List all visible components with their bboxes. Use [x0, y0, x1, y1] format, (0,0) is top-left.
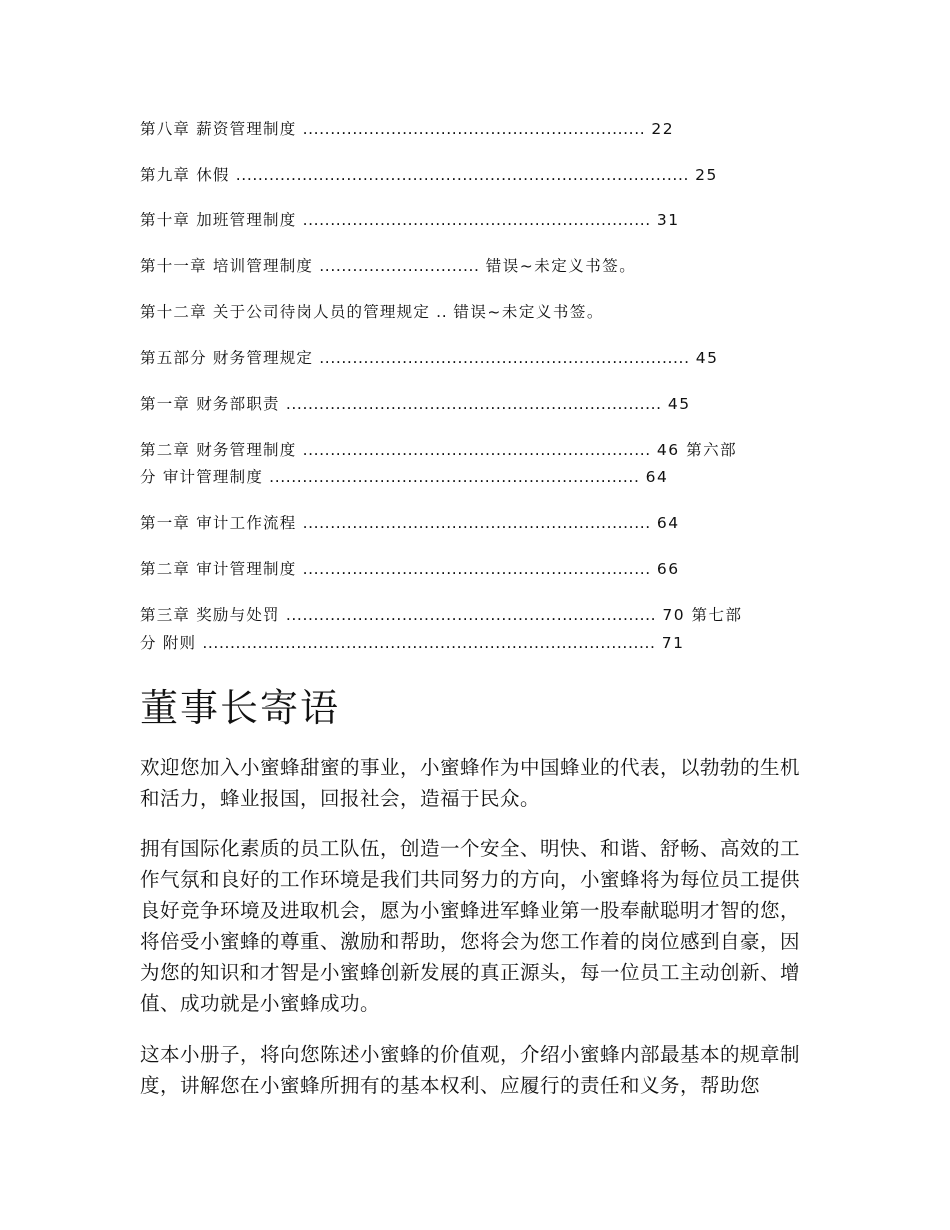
- toc-entry[interactable]: [140, 555, 680, 583]
- toc-leader-dots: ...............................................................: [302, 514, 651, 532]
- toc-entry[interactable]: [140, 344, 718, 372]
- toc-leader-dots: ..................................................................................: [235, 166, 689, 184]
- toc-entry-label: 第十一章 培训管理制度: [140, 257, 314, 275]
- toc-page-number: 70 第七部: [662, 606, 743, 624]
- toc-entry-label: 第二章 审计管理制度: [140, 560, 297, 578]
- toc-page-number: 64: [656, 514, 680, 532]
- toc-entry-label: 分 审计管理制度: [140, 468, 264, 486]
- section-title: 董事长寄语: [140, 686, 341, 730]
- toc-page-number: 66: [656, 560, 680, 578]
- toc-entry[interactable]: [140, 390, 691, 418]
- toc-entry-label: 第一章 财务部职责: [140, 395, 280, 413]
- toc-entry-label: 分 附则: [140, 634, 197, 652]
- toc-entry-label: 第三章 奖励与处罚: [140, 606, 280, 624]
- paragraph: 这本小册子，将向您陈述小蜜蜂的价值观，介绍小蜜蜂内部最基本的规章制度，讲解您在小蜜蜂所拥有的基本权利、应履行的责任和义务，帮助您: [140, 1043, 801, 1097]
- toc-entry[interactable]: [140, 115, 674, 143]
- toc-leader-dots: ...................................................................: [319, 349, 690, 367]
- toc-leader-dots: ...................................................................: [269, 468, 640, 486]
- toc-page-number: 22: [651, 120, 675, 138]
- toc-page-number: 25: [695, 166, 718, 184]
- toc-entry[interactable]: [140, 436, 737, 464]
- toc-page-number: 45: [667, 395, 691, 413]
- toc-leader-dots: ...............................................................: [302, 560, 651, 578]
- toc-leader-dots: ..: [436, 303, 448, 321]
- toc-leader-dots: ....................................................................: [285, 395, 662, 413]
- toc-page-number: 错误~未定义书签。: [453, 303, 604, 321]
- toc-page-number: 错误~未定义书签。: [485, 257, 637, 275]
- paragraph: 欢迎您加入小蜜蜂甜蜜的事业，小蜜蜂作为中国蜂业的代表，以勃勃的生机和活力，蜂业报国，回报社会，造福于民众。: [140, 756, 801, 810]
- toc-entry-label: 第二章 财务管理制度: [140, 441, 297, 459]
- toc-entry-label: 第九章 休假: [140, 166, 230, 184]
- toc-page-number: 31: [656, 211, 680, 229]
- toc-entry[interactable]: [140, 463, 668, 491]
- toc-entry[interactable]: [140, 252, 636, 280]
- toc-entry-label: 第十章 加班管理制度: [140, 211, 297, 229]
- toc-entry[interactable]: [140, 298, 604, 326]
- toc-leader-dots: ..................................................................................: [202, 634, 656, 652]
- paragraph: 拥有国际化素质的员工队伍，创造一个安全、明快、和谐、舒畅、高效的工作气氛和良好的工作环境是我们共同努力的方向，小蜜蜂将为每位员工提供良好竞争环境及进取机会，愿为小蜜蜂进军蜂业第一股奉献聪明才智的您，将倍受小蜜蜂的尊重、激励和帮助，您将会为您工作着的岗位感到自豪，因为您的知识和才智是小蜜蜂创新发展的真正源头，每一位员工主动创新、增值、成功就是小蜜蜂成功。: [140, 837, 801, 1015]
- toc-leader-dots: .............................: [319, 257, 480, 275]
- toc-entry[interactable]: [140, 629, 684, 657]
- toc-page-number: 71: [661, 634, 685, 652]
- toc-leader-dots: ...................................................................: [285, 606, 657, 624]
- toc-entry[interactable]: [140, 601, 742, 629]
- toc-entry[interactable]: [140, 509, 680, 537]
- toc-page-number: 46 第六部: [656, 441, 738, 459]
- toc-entry-label: 第一章 审计工作流程: [140, 514, 297, 532]
- toc-entry-label: 第八章 薪资管理制度: [140, 120, 297, 138]
- toc-entry[interactable]: [140, 206, 680, 234]
- toc-entry-label: 第十二章 关于公司待岗人员的管理规定: [140, 303, 431, 321]
- toc-leader-dots: ...............................................................: [302, 441, 651, 459]
- toc-page-number: 64: [645, 468, 669, 486]
- toc-leader-dots: ...............................................................: [302, 211, 651, 229]
- toc-page-number: 45: [695, 349, 719, 367]
- toc-leader-dots: ..............................................................: [302, 120, 646, 138]
- toc-entry[interactable]: [140, 161, 718, 189]
- toc-entry-label: 第五部分 财务管理规定: [140, 349, 314, 367]
